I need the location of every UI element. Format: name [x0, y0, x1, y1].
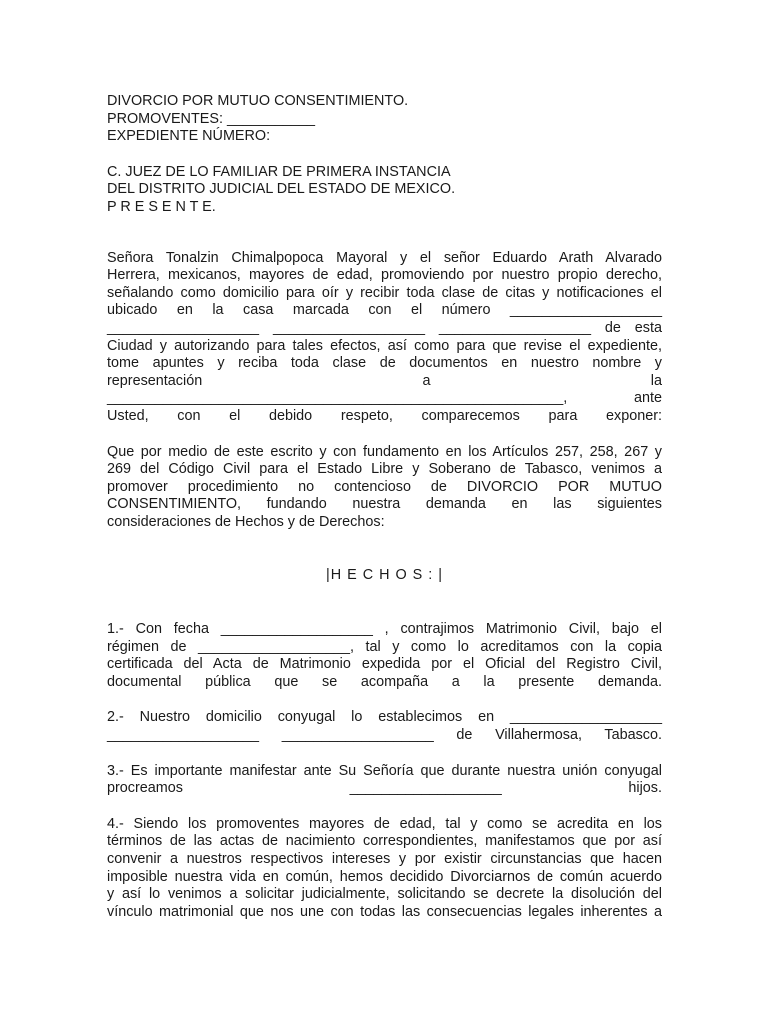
intro-line: ___________________ ___________________ ___________________ de esta: [107, 319, 662, 336]
intro-line: señalando como domicilio para oír y recibir toda clase de citas y notificaciones el: [107, 284, 662, 301]
intro-line: tome apuntes y reciba toda clase de documentos en nuestro nombre y: [107, 355, 662, 372]
header-title: DIVORCIO POR MUTUO CONSENTIMIENTO.: [107, 93, 409, 109]
fact-line: documental pública que se acompaña a la presente demanda.: [107, 673, 662, 690]
basis-line: 269 del Código Civil para el Estado Libre y Soberano de Tabasco, venimos a: [107, 461, 662, 478]
header-expediente: EXPEDIENTE NÚMERO:: [107, 128, 271, 145]
fact-line: vínculo matrimonial que nos une con todas las consecuencias legales inherentes a: [107, 903, 662, 920]
intro-line: Ciudad y autorizando para tales efectos, así como para que revise el expediente,: [107, 337, 662, 354]
fact-3: [107, 763, 662, 798]
intro-line: Usted, con el debido respeto, comparecemos para exponer:: [107, 407, 662, 424]
fact-1: [107, 621, 662, 691]
header-promoventes: PROMOVENTES: ___________: [107, 110, 315, 127]
addressee-line-2: DEL DISTRITO JUDICIAL DEL ESTADO DE MEXICO.: [107, 181, 456, 198]
addressee-line-3: P R E S E N T E.: [107, 198, 216, 215]
fact-line: ___________________ ___________________ de Villahermosa, Tabasco.: [107, 727, 662, 744]
fact-3-children-line: [107, 780, 662, 798]
fact-3-hijos: hijos.: [628, 780, 662, 797]
intro-paragraph: [107, 250, 662, 426]
fact-line: convenir a nuestros respectivos intereses y por existir circunstancias que hacen: [107, 851, 662, 867]
basis-line: CONSENTIMIENTO, fundando nuestra demanda en las siguientes: [107, 496, 662, 513]
fact-3-procreamos: procreamos: [107, 780, 183, 797]
addressee-line-1: C. JUEZ DE LO FAMILIAR DE PRIMERA INSTANCIA: [107, 163, 451, 180]
fact-line: imposible nuestra vida en común, hemos decidido Divorciarnos de común acuerdo: [107, 868, 662, 885]
fact-3-blank: ___________________: [349, 780, 502, 797]
fact-line: 3.- Es importante manifestar ante Su Señoría que durante nuestra unión conyugal: [107, 762, 662, 779]
fact-line: y así lo venimos a solicitar judicialmente, solicitando se decrete la disolución del: [107, 886, 662, 903]
fact-line: 4.- Siendo los promoventes mayores de edad, tal y como se acredita en los: [107, 815, 662, 832]
fact-line: 2.- Nuestro domicilio conyugal lo establecimos en ___________________: [107, 709, 662, 726]
fact-line: 1.- Con fecha ___________________ , contrajimos Matrimonio Civil, bajo el: [107, 621, 662, 638]
fact-line: términos de las actas de nacimiento correspondientes, manifestamos que por así: [107, 833, 662, 850]
document-page: [107, 93, 662, 921]
intro-line: Señora Tonalzin Chimalpopoca Mayoral y el señor Eduardo Arath Alvarado: [107, 249, 662, 266]
fact-line: certificada del Acta de Matrimonio expedida por el Oficial del Registro Civil,: [107, 656, 662, 673]
basis-line: consideraciones de Hechos y de Derechos:: [107, 513, 385, 530]
section-title-hechos: |H E C H O S : |: [325, 567, 444, 584]
intro-line: ubicado en la casa marcada con el número ___________________: [107, 302, 662, 319]
fact-2: [107, 709, 662, 744]
basis-line: promover procedimiento no contencioso de DIVORCIO POR MUTUO: [107, 478, 662, 495]
fact-line: régimen de ___________________, tal y como lo acreditamos con la copia: [107, 638, 662, 655]
fact-4: [107, 816, 662, 922]
basis-line: Que por medio de este escrito y con fundamento en los Artículos 257, 258, 267 y: [107, 443, 662, 460]
basis-paragraph: [107, 444, 662, 532]
intro-line: _________________________________________________________, ante: [107, 390, 662, 407]
intro-line: Herrera, mexicanos, mayores de edad, promoviendo por nuestro propio derecho,: [107, 267, 662, 284]
addressee-block: [107, 164, 662, 217]
intro-line: representación a la: [107, 372, 662, 389]
document-header: [107, 93, 662, 146]
